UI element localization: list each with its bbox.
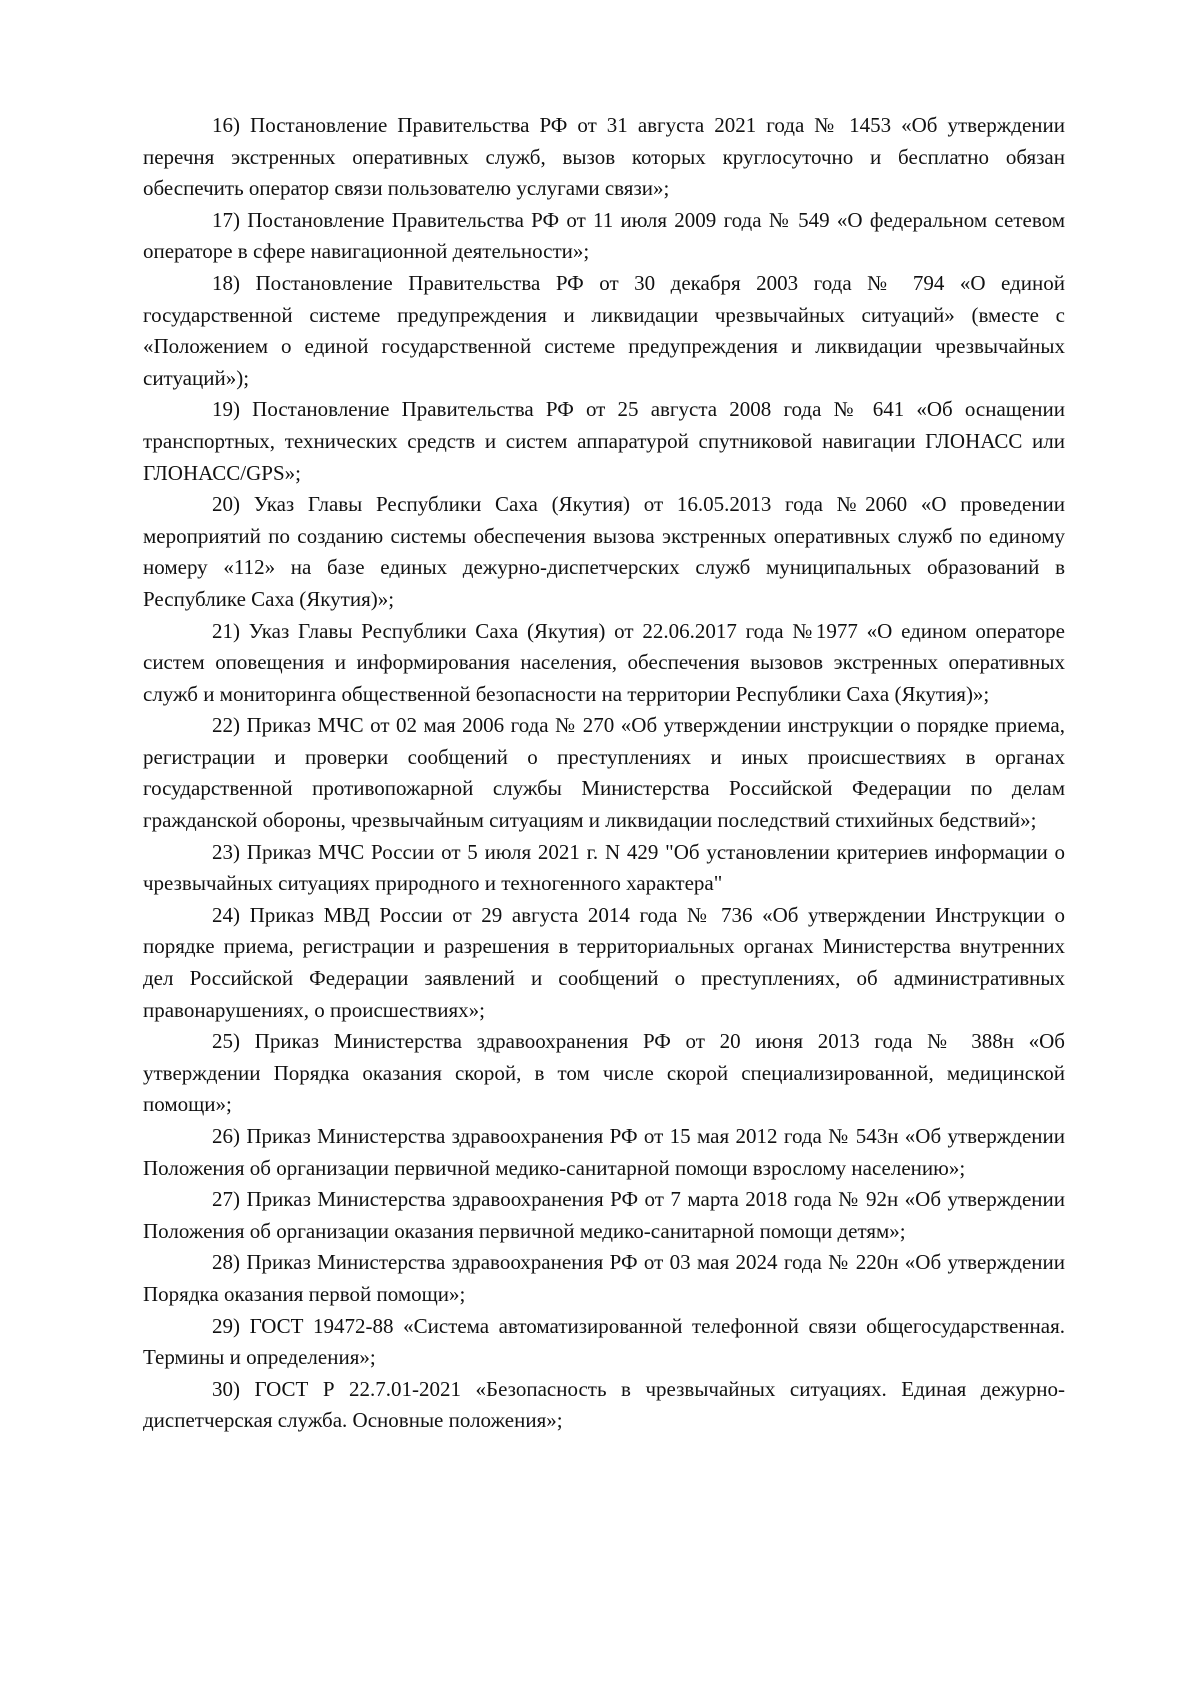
list-item [143, 900, 1065, 1026]
list-item [143, 1311, 1065, 1374]
item-text: Указ Главы Республики Саха (Якутия) от 22.06.2017 года №1977 «О едином операторе систем оповещения и информирования населения, обеспечения вызовов экстренных оперативных служб и мониторинга общественной безопасности на территории Республики Саха (Якутия)»; [143, 618, 1065, 706]
item-text: Указ Главы Республики Саха (Якутия) от 16.05.2013 года №2060 «О проведении мероприятий по созданию системы обеспечения вызова экстренных оперативных служб по единому номеру «112» на базе единых дежурно-диспетчерских служб муниципальных образований в Республике Саха (Якутия)»; [143, 492, 1065, 611]
item-number: 17) [212, 207, 240, 232]
item-number: 24) [212, 902, 240, 927]
item-text: Приказ Министерства здравоохранения РФ от 20 июня 2013 года № 388н «Об утверждении Порядка оказания скорой, в том числе скорой специализированной, медицинской помощи»; [143, 1029, 1065, 1117]
list-item [143, 110, 1065, 205]
item-number: 27) [212, 1187, 240, 1212]
list-item [143, 1121, 1065, 1184]
list-item [143, 1374, 1065, 1437]
item-text: Постановление Правительства РФ от 25 августа 2008 года № 641 «Об оснащении транспортных, технических средств и систем аппаратурой спутниковой навигации ГЛОНАСС или ГЛОНАСС/GPS»; [143, 397, 1065, 485]
item-number: 26) [212, 1124, 240, 1148]
item-number: 21) [212, 618, 240, 643]
item-text: ГОСТ Р 22.7.01-2021 «Безопасность в чрезвычайных ситуациях. Единая дежурно-диспетчерская служба. Основные положения»; [143, 1376, 1065, 1433]
item-text: Приказ МЧС от 02 мая 2006 года № 270 «Об утверждении инструкции о порядке приема, регистрации и проверки сообщений о преступлениях и иных происшествиях в органах государственной противопожарной службы Министерства Российской Федерации по делам гражданской обороны, чрезвычайным ситуациям и ликвидации последствий стихийных бедствий»; [143, 713, 1066, 833]
item-number: 22) [212, 713, 240, 738]
list-item [143, 1184, 1065, 1247]
item-text: ГОСТ 19472-88 «Система автоматизированной телефонной связи общегосударственная. Термины и определения»; [143, 1313, 1065, 1370]
item-number: 19) [212, 397, 240, 422]
item-text: Приказ Министерства здравоохранения РФ от 03 мая 2024 года № 220н «Об утверждении Порядка оказания первой помощи»; [143, 1250, 1066, 1306]
list-item [143, 489, 1065, 615]
list-item [143, 710, 1065, 836]
item-text: Постановление Правительства РФ от 30 декабря 2003 года № 794 «О единой государственной системе предупреждения и ликвидации чрезвычайных ситуаций» (вместе с «Положением о единой государственной системе предупреждения и ликвидации чрезвычайных ситуаций»); [143, 270, 1065, 390]
list-item [143, 1247, 1065, 1310]
item-number: 23) [212, 839, 240, 864]
list-item [143, 616, 1065, 711]
item-number: 16) [212, 113, 240, 137]
list-item [143, 205, 1065, 268]
item-number: 30) [212, 1376, 240, 1401]
item-number: 28) [212, 1250, 240, 1275]
item-text: Приказ МВД России от 29 августа 2014 года № 736 «Об утверждении Инструкции о порядке приема, регистрации и разрешения в территориальных органах Министерства внутренних дел Российской Федерации заявлений и сообщений о преступлениях, об административных правонарушениях, о происшествиях»; [143, 902, 1065, 1022]
item-text: Постановление Правительства РФ от 31 августа 2021 года № 1453 «Об утверждении перечня экстренных оперативных служб, вызов которых круглосуточно и бесплатно обязан обеспечить оператор связи пользователю услугами связи»; [143, 113, 1066, 201]
item-number: 20) [212, 492, 240, 517]
list-item [143, 268, 1065, 394]
list-item [143, 1026, 1065, 1121]
item-text: Приказ Министерства здравоохранения РФ от 15 мая 2012 года № 543н «Об утверждении Положения об организации первичной медико-санитарной помощи взрослому населению»; [143, 1124, 1066, 1180]
list-item [143, 837, 1065, 900]
item-number: 29) [212, 1313, 240, 1338]
item-text: Постановление Правительства РФ от 11 июля 2009 года № 549 «О федеральном сетевом операторе в сфере навигационной деятельности»; [143, 207, 1066, 264]
list-item [143, 394, 1065, 489]
item-number: 25) [212, 1029, 240, 1054]
item-text: Приказ МЧС России от 5 июля 2021 г. N 429 "Об установлении критериев информации о чрезвычайных ситуациях природного и техногенного характера" [143, 839, 1065, 896]
document-page [143, 110, 1065, 1437]
item-text: Приказ Министерства здравоохранения РФ от 7 марта 2018 года № 92н «Об утверждении Положения об организации оказания первичной медико-санитарной помощи детям»; [143, 1187, 1066, 1243]
item-number: 18) [212, 270, 240, 295]
